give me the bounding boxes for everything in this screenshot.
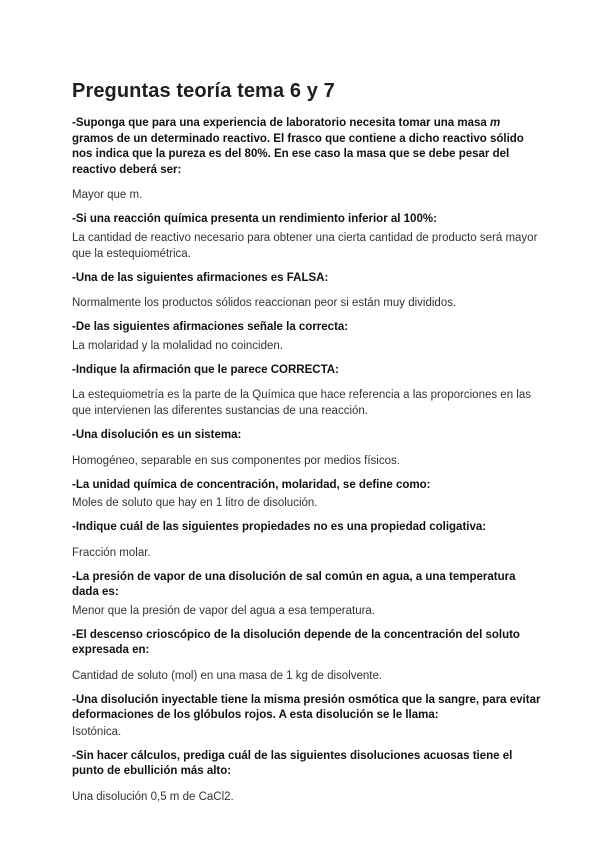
question-variable: m [489, 117, 501, 129]
answer-text: La estequiometría es la parte de la Química que hace referencia a las proporciones en las que intervienen las diferentes sustancias de una reacción. [72, 389, 531, 417]
qa-item-5 [72, 363, 542, 420]
answer-text: Moles de soluto que hay en 1 litro de disolución. [72, 497, 318, 509]
question-text: -El descenso crioscópico de la disolución depende de la concentración del soluto expresada en: [72, 628, 520, 656]
answer-text: Homogéneo, separable en sus componentes por medios físicos. [72, 454, 400, 467]
question-text: -La presión de vapor de una disolución de sal común en agua, a una temperatura dada es: [72, 570, 516, 598]
question-text: -Una disolución es un sistema: [72, 429, 242, 441]
answer-text: La molaridad y la molalidad no coinciden. [72, 339, 283, 352]
qa-item-2 [72, 212, 542, 262]
qa-item-8 [72, 520, 542, 561]
answer-text: Fracción molar. [72, 546, 151, 559]
qa-item-3 [72, 271, 542, 312]
question-text: -Indique la afirmación que le parece CORRECTA: [72, 363, 339, 376]
question-text: -Indique cuál de las siguientes propiedades no es una propiedad coligativa: [72, 521, 487, 533]
answer-text: Mayor que m. [72, 189, 143, 201]
document-page [72, 78, 542, 805]
qa-item-12 [72, 749, 542, 805]
question-text: -Una disolución inyectable tiene la misma presión osmótica que la sangre, para evitar deformaciones de los glóbulos rojos. A esta disolución se le llama: [72, 693, 541, 721]
page-title: Preguntas teoría tema 6 y 7 [72, 80, 335, 102]
question-text: -Sin hacer cálculos, prediga cuál de las siguientes disoluciones acuosas tiene el punto de ebullición más alto: [72, 749, 513, 777]
question-text: -Si una reacción química presenta un rendimiento inferior al 100%: [72, 213, 437, 225]
answer-text: Normalmente los productos sólidos reaccionan peor si están muy divididos. [72, 297, 457, 309]
answer-text: Cantidad de soluto (mol) en una masa de 1 kg de disolvente. [72, 669, 383, 682]
question-text [72, 116, 542, 178]
qa-item-7 [72, 478, 542, 512]
question-text: -Una de las siguientes afirmaciones es FALSA: [72, 271, 329, 284]
question-text-part: gramos de un determinado reactivo. El frasco que contiene a dicho reactivo sólido nos indica que la pureza es del 80%. En ese caso la masa que se debe pesar del reactivo deberá ser: [72, 132, 524, 176]
answer-text: Isotónica. [72, 725, 122, 738]
qa-item-11 [72, 693, 542, 740]
qa-item-10 [72, 628, 542, 684]
qa-item-6 [72, 428, 542, 469]
answer-text: Menor que la presión de vapor del agua a esa temperatura. [72, 604, 376, 617]
qa-item-1 [72, 116, 542, 203]
qa-item-9 [72, 570, 542, 619]
question-text: -De las siguientes afirmaciones señale la correcta: [72, 321, 349, 333]
question-text-part: -Suponga que para una experiencia de laboratorio necesita tomar una masa [72, 117, 490, 129]
answer-text: La cantidad de reactivo necesario para obtener una cierta cantidad de producto será mayor que la estequiométrica. [72, 231, 538, 260]
answer-text: Una disolución 0,5 m de CaCl2. [72, 790, 234, 803]
question-text: -La unidad química de concentración, molaridad, se define como: [72, 478, 431, 491]
qa-item-4 [72, 320, 542, 354]
